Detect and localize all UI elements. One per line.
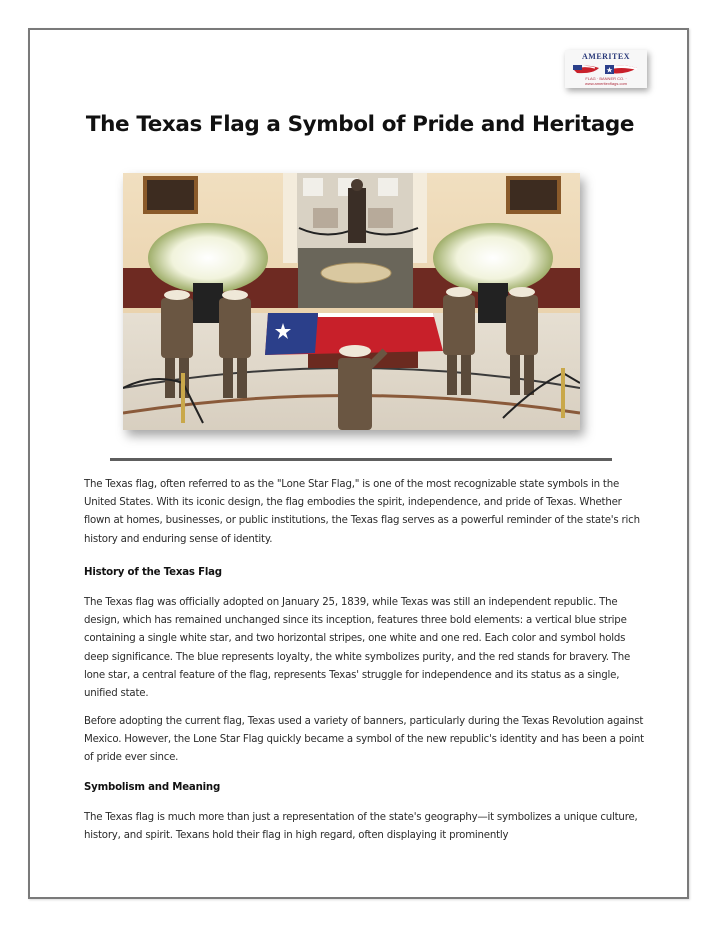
history-text-2: Before adopting the current flag, Texas used a variety of banners, particularly during the Texas Revolution against Mexico. However, the Lone Star Flag quickly became a symbol of the new republic's identity and has been a point of pride ever since.: [84, 716, 644, 764]
horizontal-rule: [110, 458, 612, 461]
symbolism-paragraph-1: [84, 809, 644, 845]
section-heading-history: History of the Texas Flag: [84, 567, 222, 578]
logo-name: AMERITEX: [581, 52, 630, 61]
logo-flags-icon: [565, 62, 647, 76]
page-title: The Texas Flag a Symbol of Pride and Heritage: [85, 112, 635, 137]
history-text-1: The Texas flag was officially adopted on January 25, 1839, while Texas was still an independent republic. The design, which has remained unchanged since its inception, features three bold elements: a vertical blue stripe containing a single white star, and two horizontal stripes, one white and one red. Each color and symbol holds deep significance. The blue represents loyalty, the white symbolizes purity, and the red stands for bravery. The lone star, a central feature of the flag, represents Texas' struggle for independence and its status as a single, unified state.: [84, 597, 631, 700]
intro-text: The Texas flag, often referred to as the "Lone Star Flag," is one of the most recognizable state symbols in the United States. With its iconic design, the flag embodies the spirit, independence, and pride of Texas. Whether flown at homes, businesses, or public institutions, the Texas flag serves as a powerful reminder of the state's rich history and enduring sense of identity.: [84, 479, 640, 545]
photo-scene-image: [123, 173, 580, 430]
intro-paragraph: [84, 476, 644, 549]
section-heading-symbolism: Symbolism and Meaning: [84, 782, 221, 793]
ameritex-logo: [565, 50, 647, 88]
document-page: [28, 28, 689, 899]
logo-tagline: FLAG · BANNER CO. · www.ameritexflags.com: [584, 76, 627, 86]
honor-guard-photo: [123, 173, 580, 430]
history-paragraph-1: [84, 594, 644, 703]
symbolism-text-1: The Texas flag is much more than just a representation of the state's geography—it symbolizes a unique culture, history, and spirit. Texans hold their flag in high regard, often displaying it prominently: [84, 812, 638, 842]
history-paragraph-2: [84, 713, 644, 768]
